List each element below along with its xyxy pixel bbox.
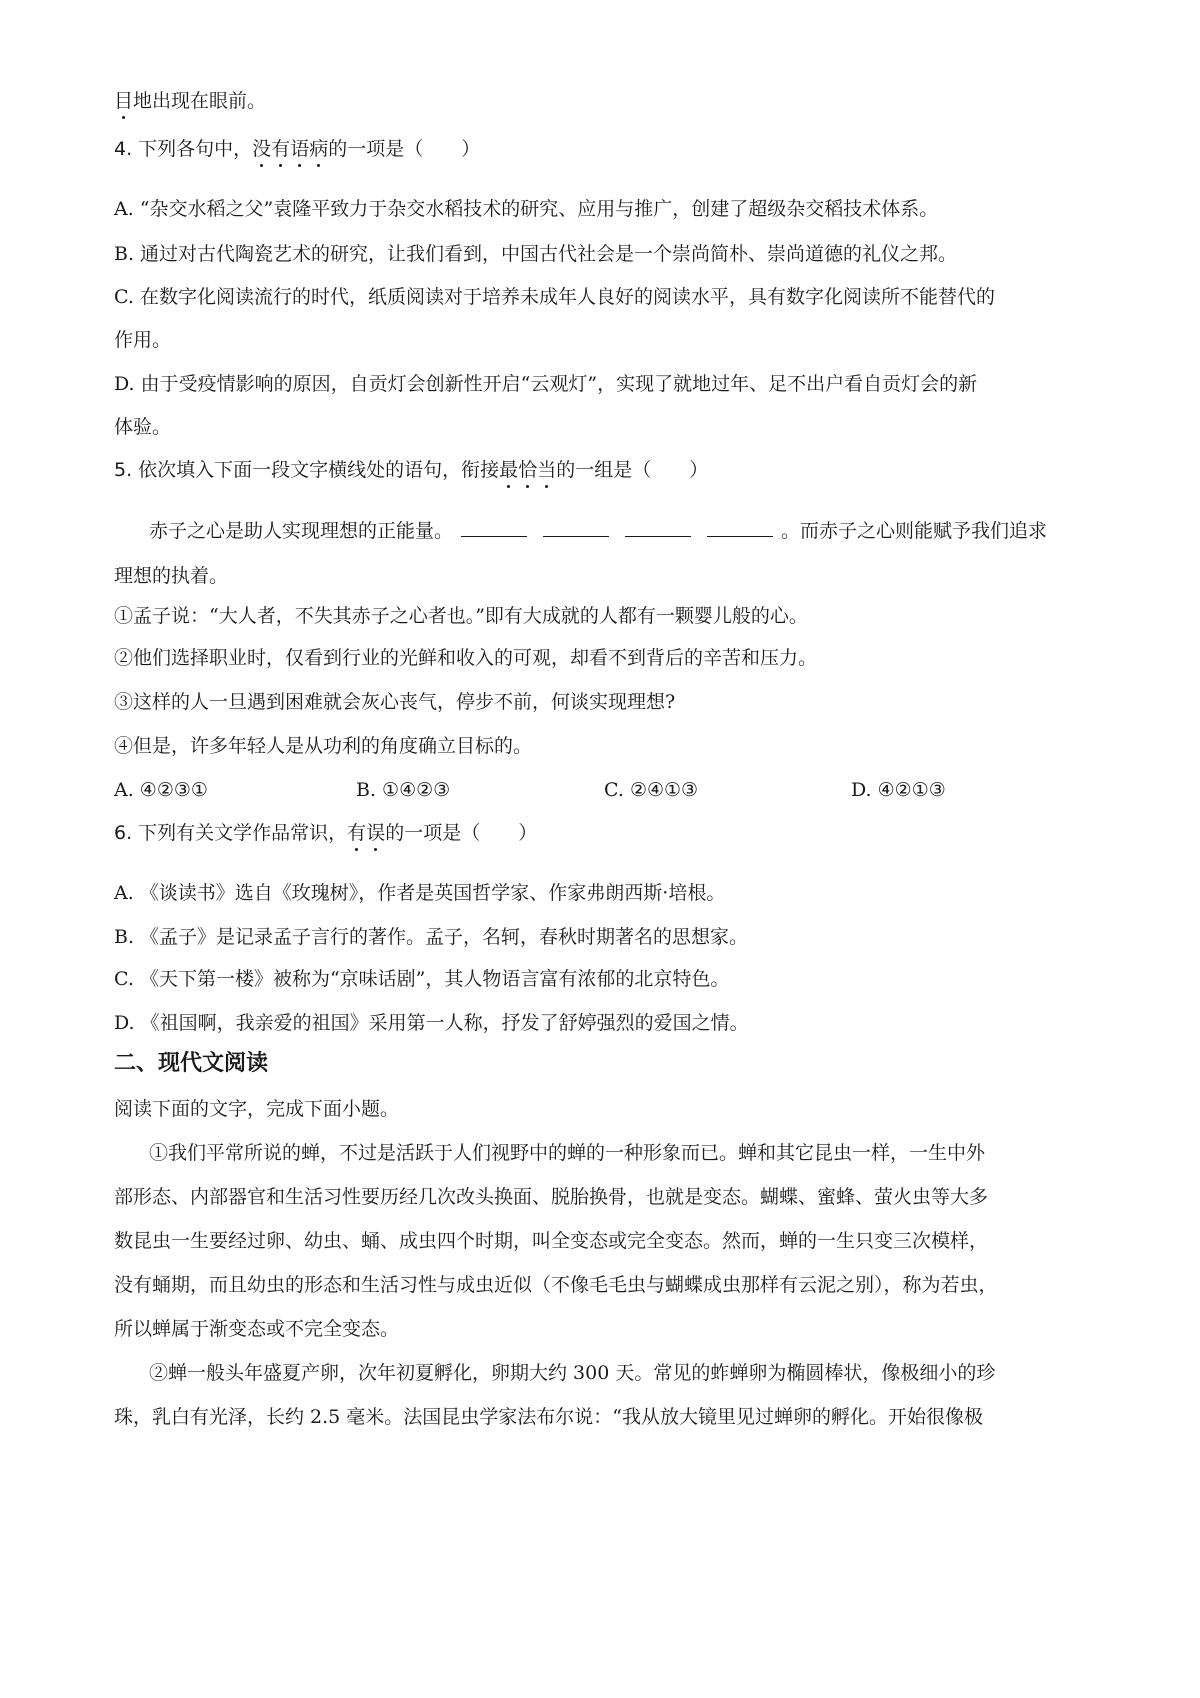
emphasis-char: 恰 (518, 459, 538, 481)
top-fragment: 目地出现在眼前。 (114, 90, 267, 112)
blank-line (707, 518, 773, 537)
question-5-option-d: D. ④②①③ (851, 779, 946, 801)
blank-line (461, 518, 527, 537)
emphasis-char: 有 (271, 138, 291, 160)
emphasis-char: 没 (252, 138, 272, 160)
question-4-stem: 4. 下列各句中，没有语病的一项是（ ） (114, 138, 481, 160)
paragraph-2-line: 珠，乳白有光泽，长约 2.5 毫米。法国昆虫学家法布尔说：“我从放大镜里见过蝉卵的孵化。开始很像极 (114, 1406, 984, 1428)
paragraph-1-line: 没有蛹期，而且幼虫的形态和生活习性与成虫近似（不像毛毛虫与蝴蝶成虫那样有云泥之别），称为若虫， (114, 1274, 998, 1296)
paragraph-1-line: ①我们平常所说的蝉，不过是活跃于人们视野中的蝉的一种形象而已。蝉和其它昆虫一样，一生中外 (149, 1142, 986, 1164)
question-5-passage-cont: 理想的执着。 (114, 565, 229, 587)
emphasis-char: 最 (499, 459, 519, 481)
question-6-option-c: C. 《天下第一楼》被称为“京味话剧”，其人物语言富有浓郁的北京特色。 (114, 968, 730, 990)
question-4-option-a: A. “杂交水稻之父”袁隆平致力于杂交水稻技术的研究、应用与推广，创建了超级杂交稻技术体系。 (114, 198, 939, 220)
emphasis-char: 语 (290, 138, 310, 160)
question-4-option-c: C. 在数字化阅读流行的时代，纸质阅读对于培养未成年人良好的阅读水平，具有数字化阅读所不能替代的 (114, 286, 995, 308)
question-4-option-d-cont: 体验。 (114, 416, 172, 438)
emphasis-char: 当 (537, 459, 557, 481)
paragraph-1-line: 数昆虫一生要经过卵、幼虫、蛹、成虫四个时期，叫全变态或完全变态。然而，蝉的一生只变三次模样， (114, 1230, 989, 1252)
question-5-option-b: B. ①④②③ (356, 779, 451, 801)
question-6-option-a: A. 《谈读书》选自《玫瑰树》，作者是英国哲学家、作家弗朗西斯·培根。 (114, 882, 726, 904)
emphasis-char: 有 (347, 822, 367, 844)
question-5-option-a: A. ④②③① (114, 779, 208, 801)
question-4-option-b: B. 通过对古代陶瓷艺术的研究，让我们看到，中国古代社会是一个崇尚简朴、崇尚道德的礼仪之邦。 (114, 243, 958, 265)
question-6-option-d: D. 《祖国啊，我亲爱的祖国》采用第一人称，抒发了舒婷强烈的爱国之情。 (114, 1012, 749, 1034)
question-5-sentence-2: ②他们选择职业时，仅看到行业的光鲜和收入的可观，却看不到背后的辛苦和压力。 (114, 647, 818, 669)
emphasis-char: 目 (114, 90, 134, 112)
blank-line (543, 518, 609, 537)
paragraph-2-line: ②蝉一般头年盛夏产卵，次年初夏孵化，卵期大约 300 天。常见的蚱蝉卵为椭圆棒状，像极细小的珍 (149, 1362, 996, 1384)
question-5-sentence-4: ④但是，许多年轻人是从功利的角度确立目标的。 (114, 735, 533, 757)
question-4-option-d: D. 由于受疫情影响的原因，自贡灯会创新性开启“云观灯”，实现了就地过年、足不出户看自贡灯会的新 (114, 373, 978, 395)
question-5-option-c: C. ②④①③ (604, 779, 699, 801)
section-heading: 二、现代文阅读 (114, 1051, 269, 1076)
question-5-passage: 赤子之心是助人实现理想的正能量。 。而赤子之心则能赋予我们追求 (149, 520, 1048, 542)
question-5-stem: 5. 依次填入下面一段文字横线处的语句，衔接最恰当的一组是（ ） (114, 459, 709, 481)
emphasis-char: 误 (366, 822, 386, 844)
question-6-stem: 6. 下列有关文学作品常识，有误的一项是（ ） (114, 822, 538, 844)
question-4-option-c-cont: 作用。 (114, 329, 172, 351)
question-5-sentence-1: ①孟子说：“大人者，不失其赤子之心者也。”即有大成就的人都有一颗婴儿般的心。 (114, 605, 808, 627)
paragraph-1-line: 部形态、内部器官和生活习性要历经几次改头换面、脱胎换骨，也就是变态。蝴蝶、蜜蜂、萤火虫等大多 (114, 1186, 989, 1208)
emphasis-char: 病 (309, 138, 329, 160)
question-5-sentence-3: ③这样的人一旦遇到困难就会灰心丧气，停步不前，何谈实现理想? (114, 691, 676, 713)
reading-intro: 阅读下面的文字，完成下面小题。 (114, 1098, 400, 1120)
blank-line (625, 518, 691, 537)
paragraph-1-line: 所以蝉属于渐变态或不完全变态。 (114, 1318, 400, 1340)
question-6-option-b: B. 《孟子》是记录孟子言行的著作。孟子，名轲，春秋时期著名的思想家。 (114, 926, 749, 948)
